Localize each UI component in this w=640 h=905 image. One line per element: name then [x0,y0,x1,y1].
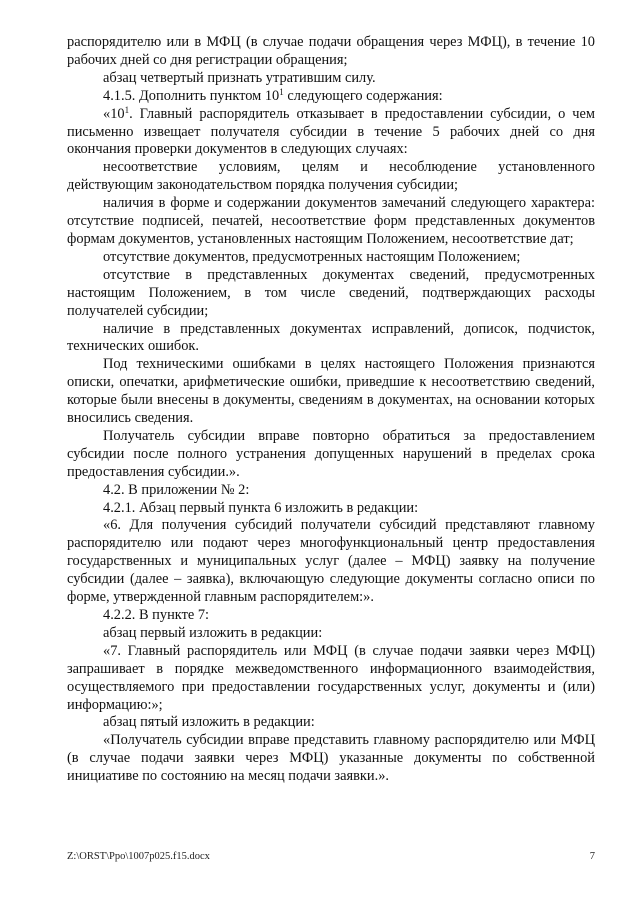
paragraph-3 [67,88,595,106]
file-path: Z:\ORST\Ppo\1007p025.f15.docx [67,851,210,862]
paragraph-3-post: следующего содержания: [283,87,443,104]
superscript: 1 [279,86,284,97]
paragraph-4-post: . Главный распорядитель отказывает в предоставлении субсидии, о чем письменно извещает получателя субсидии в течение 5 рабочих дней со дня окончания проверки документов в следующих случаях: [67,105,595,158]
paragraph-2: абзац четвертый признать утратившим силу. [103,69,376,86]
paragraph-6: наличия в форме и содержании документов замечаний следующего характера: отсутствие подписей, печатей, несоответствие форм представленных документов формам документов, установленных настоящим Положением, несоответствие дат; [67,195,595,247]
paragraph-11: Получатель субсидии вправе повторно обратиться за предоставлением субсидии после полного устранения допущенных нарушений в пределах срока предоставления субсидии.». [67,427,595,480]
paragraph-4 [67,106,595,160]
paragraph-19: «Получатель субсидии вправе представить главному распорядителю или МФЦ (в случае подачи заявки через МФЦ) указанные документы по собственной инициативе по состоянию на месяц подачи заявки.». [67,732,595,785]
superscript: 1 [124,104,130,115]
paragraph-13: 4.2.1. Абзац первый пункта 6 изложить в редакции: [103,499,419,516]
paragraph-17: «7. Главный распорядитель или МФЦ (в случае подачи заявки через МФЦ) запрашивает в порядке межведомственного информационного взаимодействия, осуществляемого при предоставлении государственных услуг, документы и (или) информацию:»; [67,642,595,713]
paragraph-9: наличие в представленных документах исправлений, дописок, подчисток, технических ошибок. [67,320,595,355]
document-body [67,34,595,786]
paragraph-12: 4.2. В приложении № 2: [103,481,250,498]
paragraph-4-pre: «10 [103,105,125,122]
paragraph-5: несоответствие условиям, целям и несоблюдение установленного действующим законодательством порядка получения субсидии; [67,159,595,194]
paragraph-18: абзац пятый изложить в редакции: [103,714,315,731]
paragraph-7: отсутствие документов, предусмотренных настоящим Положением; [103,248,521,265]
paragraph-3-pre: 4.1.5. Дополнить пунктом 10 [103,87,280,104]
paragraph-16: абзац первый изложить в редакции: [103,624,323,641]
paragraph-14: «6. Для получения субсидий получатели субсидий представляют главному распорядителю или подают через многофункциональный центр предоставления государственных и муниципальных услуг (далее – МФЦ) заявку на получение субсидии (далее – заявка), включающую следующие документы согласно описи по форме, утвержденной главным распорядителем:». [67,517,595,606]
paragraph-1: распорядителю или в МФЦ (в случае подачи обращения через МФЦ), в течение 10 рабочих дней со дня регистрации обращения; [67,34,595,68]
page-number: 7 [589,851,595,862]
paragraph-8: отсутствие в представленных документах сведений, предусмотренных настоящим Положением, в том числе сведений, подтверждающих расходы получателей субсидии; [67,266,595,319]
paragraph-15: 4.2.2. В пункте 7: [103,607,210,623]
paragraph-10: Под техническими ошибками в целях настоящего Положения признаются описки, опечатки, арифметические ошибки, приведшие к несоответствию сведений, которые были внесены в документы, сведениям в документах, на основании которых вносились сведения. [67,356,595,427]
